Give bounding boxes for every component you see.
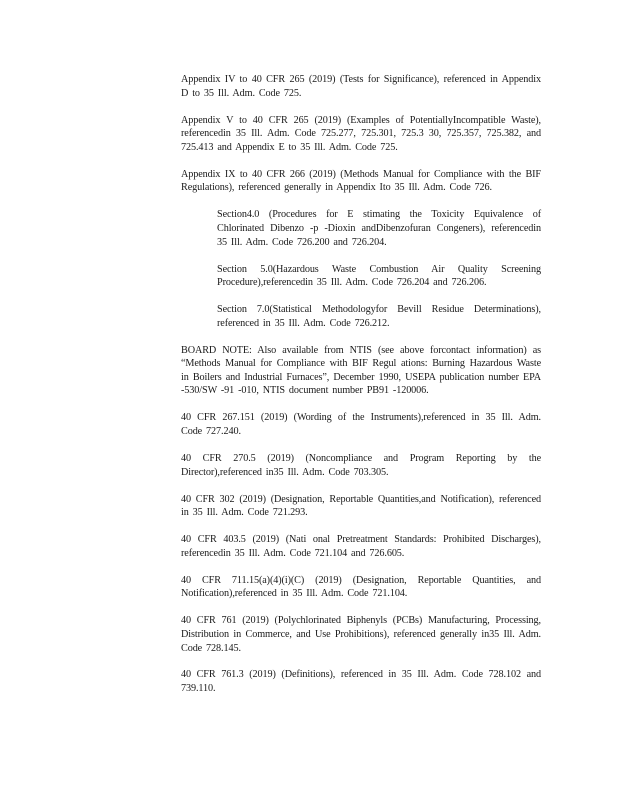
document-body [181,73,541,709]
reference-paragraph: Appendix IX to 40 CFR 266 (2019) (Methods Manual for Compliance with the BIF Regulations), referenced generally in Appendix Ito 35 Ill. Adm. Code 726. [181,168,541,194]
reference-paragraph: 40 CFR 711.15(a)(4)(i)(C) (2019) (Designation, Reportable Quantities, and Notification),referenced in 35 Ill. Adm. Code 721.104. [181,574,541,600]
reference-paragraph: Appendix IV to 40 CFR 265 (2019) (Tests for Significance), referenced in Appendix D to 35 Ill. Adm. Code 725. [181,74,541,99]
reference-subsection: Section 5.0(Hazardous Waste Combustion Air Quality Screening Procedure),referencedin 35 Ill. Adm. Code 726.204 and 726.206. [217,263,541,289]
reference-paragraph: Appendix V to 40 CFR 265 (2019) (Examples of PotentiallyIncompatible Waste), referencedin 35 Ill. Adm. Code 725.277, 725.301, 725.3 30, 725.357, 725.382, and 725.413 and Appendix E to 35 Ill. Adm. Code 725. [181,114,541,153]
reference-paragraph: 40 CFR 302 (2019) (Designation, Reportable Quantities,and Notification), referenced in 35 Ill. Adm. Code 721.293. [181,493,541,519]
reference-paragraph: 40 CFR 761.3 (2019) (Definitions), referenced in 35 Ill. Adm. Code 728.102 and 739.110. [181,669,541,695]
reference-subsection: Section 7.0(Statistical Methodologyfor Bevill Residue Determinations), referenced in 35 Ill. Adm. Code 726.212. [217,304,541,329]
reference-paragraph: 40 CFR 267.151 (2019) (Wording of the Instruments),referenced in 35 Ill. Adm. Code 727.240. [181,412,541,438]
board-note: BOARD NOTE: Also available from NTIS (see above forcontact information) as “Methods Manual for Compliance with BIF Regul ations: Burning Hazardous Waste in Boilers and Industrial Furnaces”, December 1990, USEPA publication number EPA -530/SW -91 -010, NTIS document number PB91 -120006. [181,344,541,397]
reference-paragraph: 40 CFR 270.5 (2019) (Noncompliance and Program Reporting by the Director),referenced in35 Ill. Adm. Code 703.305. [181,453,541,478]
reference-paragraph: 40 CFR 761 (2019) (Polychlorinated Biphenyls (PCBs) Manufacturing, Processing, Distribution in Commerce, and Use Prohibitions), referenced generally in35 Ill. Adm. Code 728.145. [181,615,541,654]
reference-paragraph: 40 CFR 403.5 (2019) (Nati onal Pretreatment Standards: Prohibited Discharges), referencedin 35 Ill. Adm. Code 721.104 and 726.605. [181,534,541,559]
reference-subsection: Section4.0 (Procedures for E stimating the Toxicity Equivalence of Chlorinated Dibenzo -p -Dioxin andDibenzofuran Congeners), referencedin 35 Ill. Adm. Code 726.200 and 726.204. [217,209,541,248]
